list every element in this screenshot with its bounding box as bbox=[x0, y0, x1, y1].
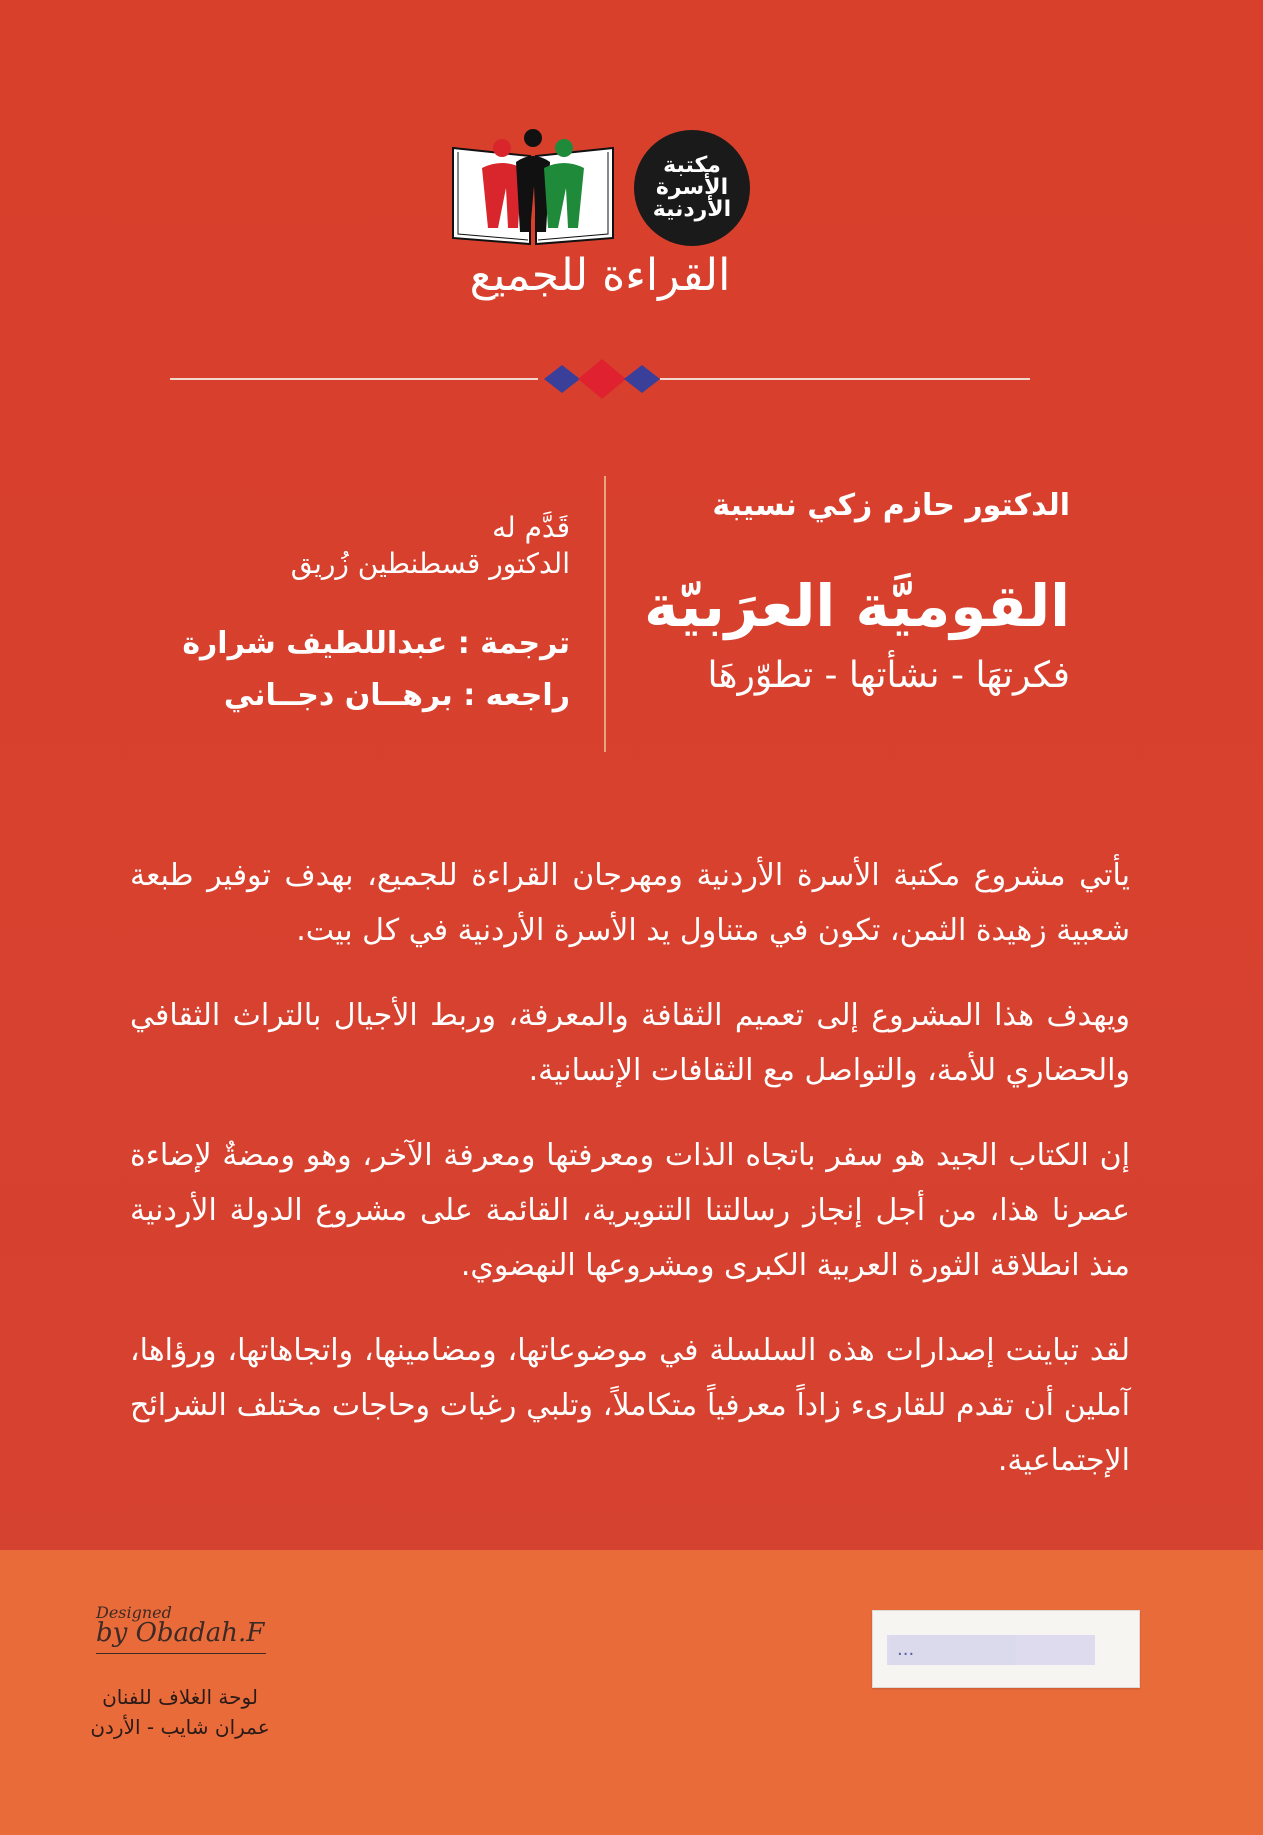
book-subtitle: فكرتهَا - نشأتها - تطوّرهَا bbox=[707, 655, 1070, 696]
divider-right bbox=[660, 378, 1030, 380]
paragraph: يأتي مشروع مكتبة الأسرة الأردنية ومهرجان القراءة للجميع، بهدف توفير طبعة شعبية زهيدة الثمن، تكون في متناول يد الأسرة الأردنية في كل بيت. bbox=[130, 858, 1130, 948]
column-separator bbox=[604, 476, 606, 752]
sticker-text: ... bbox=[897, 1639, 915, 1660]
series-description bbox=[130, 848, 1130, 1518]
introduced-by-label: قَدَّم له bbox=[492, 511, 570, 544]
painting-credit-line-1: لوحة الغلاف للفنان bbox=[102, 1685, 258, 1709]
cover-painting-credit bbox=[80, 1682, 280, 1742]
divider-left bbox=[170, 378, 538, 380]
seal-text: مكتبة الأسرة الأردنية bbox=[652, 153, 732, 222]
paragraph: إن الكتاب الجيد هو سفر باتجاه الذات ومعرفتها ومعرفة الآخر، وهو ومضةٌ لإضاءة عصرنا هذا، من أجل إنجاز رسالتنا التنويرية، القائمة على مشروع الدولة الأردنية منذ انطلاقة الثورة العربية الكبرى ومشروعها النهضوي. bbox=[130, 1138, 1130, 1283]
designer-line-2: by Obadah.F bbox=[96, 1618, 265, 1648]
introducer-name: الدكتور قسطنطين زُريق bbox=[290, 547, 570, 580]
reading-for-all-caption: القراءة للجميع bbox=[469, 250, 731, 301]
translator-credit: ترجمة : عبداللطيف شرارة bbox=[182, 626, 570, 661]
reading-for-all-book-icon bbox=[448, 128, 618, 246]
author-name: الدكتور حازم زكي نسيبة bbox=[712, 488, 1070, 523]
paragraph: ويهدف هذا المشروع إلى تعميم الثقافة والمعرفة، وربط الأجيال بالتراث الثقافي والحضاري للأمة، والتواصل مع الثقافات الإنسانية. bbox=[130, 998, 1130, 1088]
price-sticker bbox=[872, 1610, 1140, 1688]
jordanian-family-library-seal bbox=[634, 130, 750, 246]
diamond-ornament-icon bbox=[540, 357, 664, 401]
book-title: القوميَّة العرَبيّة bbox=[644, 572, 1070, 640]
designer-line-1: Designed bbox=[96, 1603, 172, 1622]
designer-signature bbox=[96, 1603, 266, 1663]
paragraph: لقد تباينت إصدارات هذه السلسلة في موضوعاتها، ومضامينها، واتجاهاتها، ورؤاها، آملين أن تقدم للقارىء زاداً معرفياً متكاملاً، وتلبي رغبات وحاجات مختلف الشرائح الإجتماعية. bbox=[130, 1333, 1130, 1478]
credits-block bbox=[110, 510, 570, 722]
title-block bbox=[620, 488, 1070, 696]
signature-rule bbox=[96, 1653, 266, 1654]
painting-credit-line-2: عمران شايب - الأردن bbox=[90, 1715, 270, 1739]
sticker-stamp bbox=[887, 1635, 1095, 1665]
reviewer-credit: راجعه : برهــان دجــاني bbox=[223, 678, 570, 713]
